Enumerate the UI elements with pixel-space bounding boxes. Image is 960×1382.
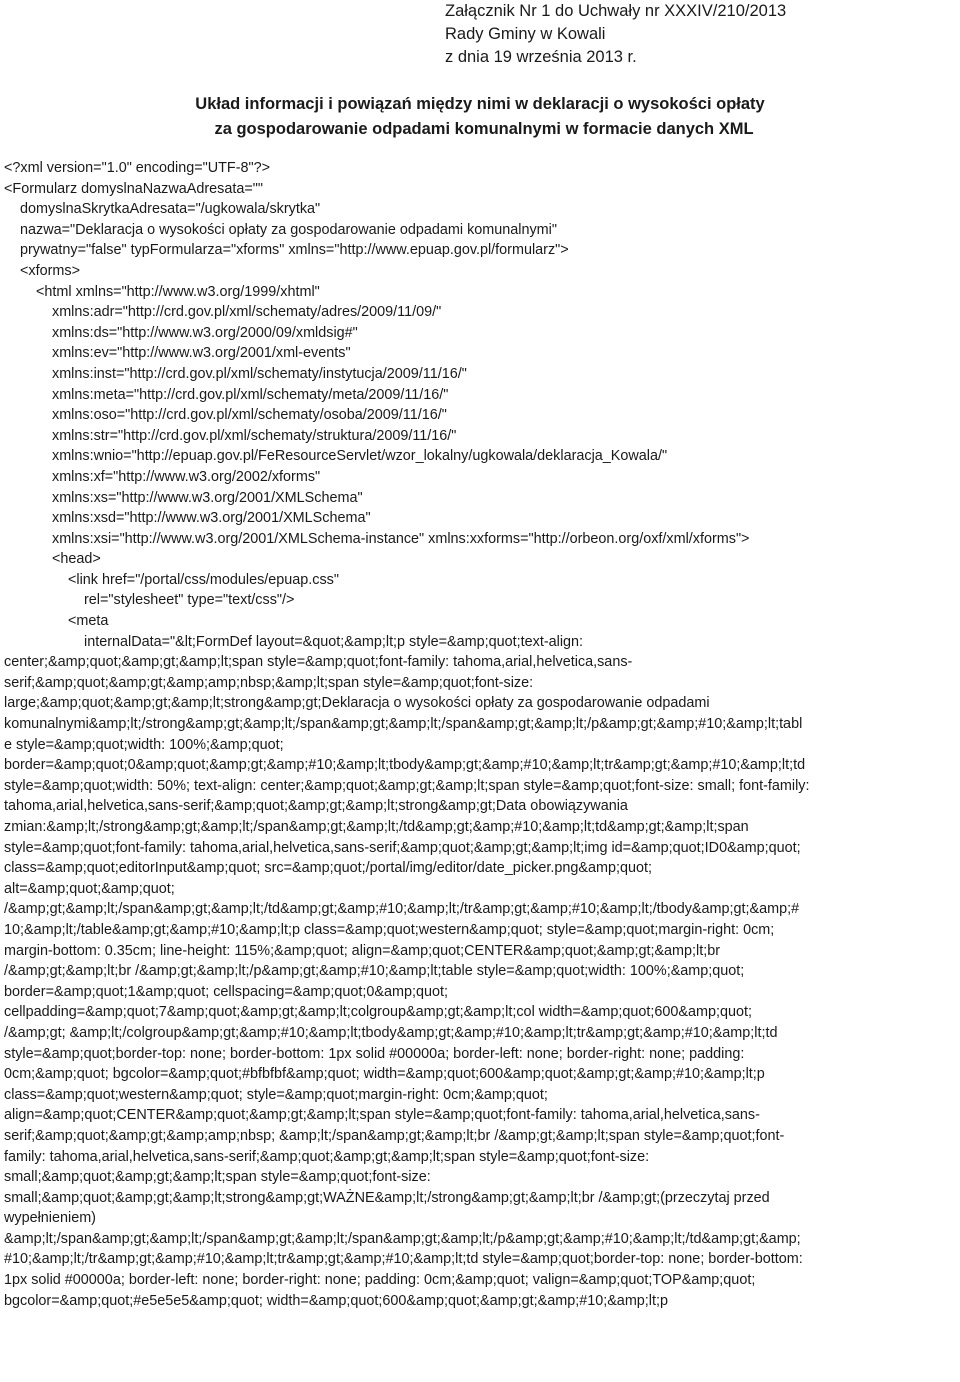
code-line: serif;&amp;quot;&amp;gt;&amp;amp;nbsp; &amp;lt;/span&amp;gt;&amp;lt;br /&amp;gt;&amp;lt;span style=&amp;quot;font- [4,1127,785,1144]
council-line: Rady Gminy w Kowali [445,25,606,43]
code-line: xmlns:ds="http://www.w3.org/2000/09/xmldsig#" [52,324,358,341]
code-line: prywatny="false" typFormularza="xforms" xmlns="http://www.epuap.gov.pl/formularz"> [20,242,569,259]
code-line: nazwa="Deklaracja o wysokości opłaty za gospodarowanie odpadami komunalnymi" [20,221,557,238]
code-line: class=&amp;quot;western&amp;quot; style=&amp;quot;margin-right: 0cm;&amp;quot; [4,1086,548,1103]
code-line: family: tahoma,arial,helvetica,sans-serif;&amp;quot;&amp;gt;&amp;lt;span style=&amp;quot;font-size: [4,1148,650,1165]
code-line: wypełnieniem) [4,1210,96,1227]
code-line: xmlns:wnio="http://epuap.gov.pl/FeResourceServlet/wzor_lokalny/ugkowala/deklaracja_Kowala/" [52,448,668,465]
code-line: border=&amp;quot;1&amp;quot; cellspacing=&amp;quot;0&amp;quot; [4,983,448,1000]
code-line: serif;&amp;quot;&amp;gt;&amp;amp;nbsp;&amp;lt;span style=&amp;quot;font-size: [4,674,534,691]
code-line: xmlns:oso="http://crd.gov.pl/xml/schematy/osoba/2009/11/16/" [52,407,447,424]
title-line-2: za gospodarowanie odpadami komunalnymi w formacie danych XML [214,120,754,138]
attachment-line: Załącznik Nr 1 do Uchwały nr XXXIV/210/2013 [445,2,787,20]
code-line: xmlns:adr="http://crd.gov.pl/xml/schematy/adres/2009/11/09/" [52,304,442,321]
title-line-1: Układ informacji i powiązań między nimi w deklaracji o wysokości opłaty [195,95,765,113]
code-line: /&amp;gt;&amp;lt;/span&amp;gt;&amp;lt;/td&amp;gt;&amp;#10;&amp;lt;/tr&amp;gt;&amp;#10;&amp;lt;/tbody&amp;gt;&amp;# [4,901,800,918]
code-line: 1px solid #00000a; border-left: none; border-right: none; padding: 0cm;&amp;quot; valign=&amp;quot;TOP&amp;quot; [4,1272,756,1289]
xml-code-listing [4,158,958,1311]
code-line: border=&amp;quot;0&amp;quot;&amp;gt;&amp;#10;&amp;lt;tbody&amp;gt;&amp;#10;&amp;lt;tr&amp;gt;&amp;#10;&amp;lt;td [4,757,806,774]
code-line: komunalnymi&amp;lt;/strong&amp;gt;&amp;lt;/span&amp;gt;&amp;lt;/span&amp;gt;&amp;lt;/p&amp;gt;&amp;#10;&amp;lt;tabl [4,716,803,733]
code-line: <html xmlns="http://www.w3.org/1999/xhtml" [36,283,320,300]
code-line: alt=&amp;quot;&amp;quot; [4,880,175,897]
code-line: <head> [52,551,101,568]
attachment-header [445,0,786,69]
code-line: /&amp;gt; &amp;lt;/colgroup&amp;gt;&amp;#10;&amp;lt;tbody&amp;gt;&amp;#10;&amp;lt;tr&amp;gt;&amp;#10;&amp;lt;td [4,1024,778,1041]
code-line: zmian:&amp;lt;/strong&amp;gt;&amp;lt;/span&amp;gt;&amp;lt;/td&amp;gt;&amp;#10;&amp;lt;td&amp;gt;&amp;lt;span [4,819,749,835]
code-line: <xforms> [20,262,80,279]
code-line: internalData="&lt;FormDef layout=&quot;&amp;lt;p style=&amp;quot;text-align: [84,633,584,650]
code-line: xmlns:meta="http://crd.gov.pl/xml/schematy/meta/2009/11/16/" [52,386,449,403]
code-line: xmlns:xsi="http://www.w3.org/2001/XMLSchema-instance" xmlns:xxforms="http://orbeon.org/oxf/xml/xforms"> [52,530,750,547]
code-line: class=&amp;quot;editorInput&amp;quot; src=&amp;quot;/portal/img/editor/date_picker.png&amp;quot; [4,860,652,877]
code-line: tahoma,arial,helvetica,sans-serif;&amp;quot;&amp;gt;&amp;lt;strong&amp;gt;Data obowiązywania [4,798,628,815]
document-title [0,92,960,142]
code-line: rel="stylesheet" type="text/css"/> [84,592,295,609]
code-line: <?xml version="1.0" encoding="UTF-8"?> [4,160,271,176]
code-line: /&amp;gt;&amp;lt;br /&amp;gt;&amp;lt;/p&amp;gt;&amp;#10;&amp;lt;table style=&amp;quot;width: 100%;&amp;quot; [4,963,745,980]
code-line: margin-bottom: 0.35cm; line-height: 115%;&amp;quot; align=&amp;quot;CENTER&amp;quot;&amp;gt;&amp;lt;br [4,942,721,959]
code-line: <meta [68,613,109,630]
code-line: small;&amp;quot;&amp;gt;&amp;lt;strong&amp;gt;WAŻNE&amp;lt;/strong&amp;gt;&amp;lt;br /&amp;gt;(przeczytaj przed [4,1189,770,1206]
code-line: 10;&amp;lt;/table&amp;gt;&amp;#10;&amp;lt;p class=&amp;quot;western&amp;quot; style=&amp;quot;margin-right: 0cm; [4,921,775,938]
code-line: large;&amp;quot;&amp;gt;&amp;lt;strong&amp;gt;Deklaracja o wysokości opłaty za gospodarowanie odpadami [4,695,710,712]
code-line: 0cm;&amp;quot; bgcolor=&amp;quot;#bfbfbf&amp;quot; width=&amp;quot;600&amp;quot;&amp;gt;&amp;#10;&amp;lt;p [4,1066,765,1083]
code-line: style=&amp;quot;width: 50%; text-align: center;&amp;quot;&amp;gt;&amp;lt;span style=&amp;quot;font-size: small; font-family: [4,777,810,794]
code-line: domyslnaSkrytkaAdresata="/ugkowala/skrytka" [20,201,321,218]
code-line: xmlns:ev="http://www.w3.org/2001/xml-events" [52,345,351,362]
code-line: xmlns:xsd="http://www.w3.org/2001/XMLSchema" [52,510,371,527]
code-line: align=&amp;quot;CENTER&amp;quot;&amp;gt;&amp;lt;span style=&amp;quot;font-family: tahoma,arial,helvetica,sans- [4,1107,760,1124]
code-line: bgcolor=&amp;quot;#e5e5e5&amp;quot; width=&amp;quot;600&amp;quot;&amp;gt;&amp;#10;&amp;lt;p [4,1292,668,1309]
code-line: style=&amp;quot;font-family: tahoma,arial,helvetica,sans-serif;&amp;quot;&amp;gt;&amp;lt;img id=&amp;quot;ID0&amp;quot; [4,839,801,856]
code-line: small;&amp;quot;&amp;gt;&amp;lt;span style=&amp;quot;font-size: [4,1169,431,1186]
code-line: #10;&amp;lt;/tr&amp;gt;&amp;#10;&amp;lt;tr&amp;gt;&amp;#10;&amp;lt;td style=&amp;quot;border-top: none; border-bottom: [4,1251,803,1268]
code-line: <Formularz domyslnaNazwaAdresata="" [4,180,263,197]
code-line: &amp;lt;/span&amp;gt;&amp;lt;/span&amp;gt;&amp;lt;/span&amp;gt;&amp;lt;/p&amp;gt;&amp;#10;&amp;lt;/td&amp;gt;&amp; [4,1230,801,1247]
code-line: xmlns:xf="http://www.w3.org/2002/xforms" [52,468,321,485]
code-line: xmlns:str="http://crd.gov.pl/xml/schematy/struktura/2009/11/16/" [52,427,457,444]
code-line: style=&amp;quot;border-top: none; border-bottom: 1px solid #00000a; border-left: none; border-right: none; padding: [4,1045,745,1062]
date-line: z dnia 19 września 2013 r. [445,48,637,66]
code-line: cellpadding=&amp;quot;7&amp;quot;&amp;gt;&amp;lt;colgroup&amp;gt;&amp;lt;col width=&amp;quot;600&amp;quot; [4,1004,752,1021]
code-line: center;&amp;quot;&amp;gt;&amp;lt;span style=&amp;quot;font-family: tahoma,arial,helvetica,sans- [4,654,633,671]
code-line: xmlns:inst="http://crd.gov.pl/xml/schematy/instytucja/2009/11/16/" [52,365,467,382]
code-line: xmlns:xs="http://www.w3.org/2001/XMLSchema" [52,489,363,506]
code-line: e style=&amp;quot;width: 100%;&amp;quot; [4,736,284,753]
code-line: <link href="/portal/css/modules/epuap.css" [68,571,339,588]
